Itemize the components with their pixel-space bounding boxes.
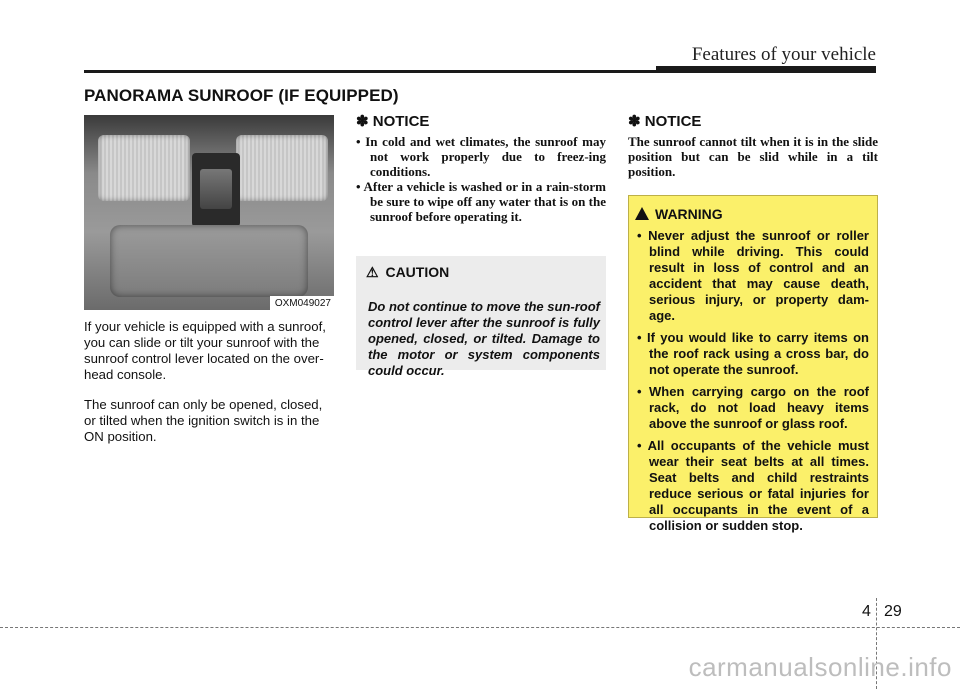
sunroof-control-lever-housing — [192, 153, 240, 227]
caution-box — [356, 256, 606, 378]
warning-box — [628, 195, 878, 533]
warning-triangle-icon — [635, 207, 649, 220]
section-number: 4 — [862, 603, 871, 620]
page-number: 29 — [884, 603, 902, 620]
watermark: carmanualsonline.info — [688, 652, 952, 682]
warning-item: • All occupants of the vehicle must wear their seat belts at all times. Seat belts and child restraints reduce serious or fatal injuries for all occupants in the event of a collision or sudden stop. — [637, 438, 869, 533]
warning-item: • When carrying cargo on the roof rack, do not load heavy items above the sunroof or glass roof. — [637, 384, 869, 431]
footer-rule — [0, 627, 960, 628]
right-map-lamp — [236, 135, 328, 201]
header-rule-accent — [656, 66, 876, 72]
notice-item: • In cold and wet climates, the sunroof may not work properly due to freez-ing conditions. — [356, 134, 606, 179]
warning-item: • Never adjust the sunroof or roller blind while driving. This could result in loss of control and an accident that may cause death, serious injury, or property dam-age. — [637, 228, 869, 323]
warning-item: • If you would like to carry items on the roof rack using a cross bar, do not operate the sunroof. — [637, 330, 869, 377]
section-title: PANORAMA SUNROOF (IF EQUIPPED) — [84, 86, 399, 105]
paragraph: The sunroof can only be opened, closed, or tilted when the ignition switch is in the ON position. — [84, 397, 323, 444]
caution-title: CAUTION — [385, 264, 450, 280]
warning-heading — [635, 206, 723, 222]
running-header: Features of your vehicle — [691, 44, 876, 65]
notice-list — [356, 134, 606, 224]
caution-triangle-icon: ⚠ — [366, 264, 379, 280]
notice-text: The sunroof cannot tilt when it is in the slide position but can be slid while in a tilt position. — [628, 134, 878, 179]
photo-code-label: OXM049027 — [270, 296, 334, 310]
warning-list — [637, 228, 869, 540]
notice-item: • After a vehicle is washed or in a rain-storm be sure to wipe off any water that is on the sunroof before operating it. — [356, 179, 606, 224]
left-map-lamp — [98, 135, 190, 201]
caution-heading — [366, 264, 449, 281]
warning-title: WARNING — [655, 206, 723, 222]
overhead-console-panel — [110, 225, 308, 297]
sunroof-console-photo — [84, 115, 334, 310]
caution-text: Do not continue to move the sun-roof control lever after the sunroof is fully opened, closed, or tilted. Damage to the motor or system components could occur. — [368, 299, 600, 378]
notice-title: ✽ NOTICE — [356, 113, 430, 130]
paragraph: If your vehicle is equipped with a sunroof, you can slide or tilt your sunroof with the sunroof control lever located on the over-head console. — [84, 319, 326, 382]
sunroof-control-lever — [200, 169, 232, 209]
notice-title: ✽ NOTICE — [628, 113, 702, 130]
